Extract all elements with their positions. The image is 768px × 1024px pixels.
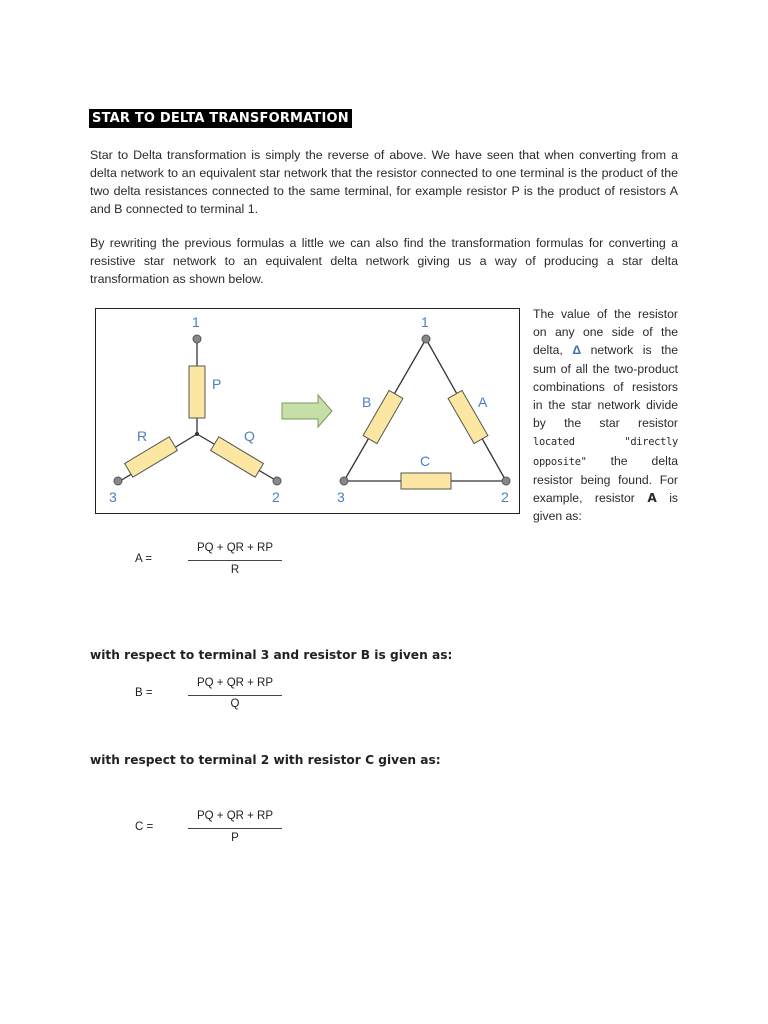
formula-c-denominator: P (231, 832, 239, 844)
delta-label-b: B (362, 394, 372, 410)
resistor-q (211, 437, 264, 477)
delta-terminal-2 (502, 477, 510, 485)
formula-b-numerator: PQ + QR + RP (196, 677, 274, 689)
side-text-3: the delta resistor being found. For example, resistor (533, 453, 678, 506)
formula-c (135, 810, 295, 850)
star-terminal-2 (273, 477, 281, 485)
delta-symbol-icon: Δ (572, 343, 582, 358)
resistor-c (401, 473, 451, 489)
side-text-1: The value of the resistor on any one side of the delta, (533, 307, 678, 358)
delta-terminal-1 (422, 335, 430, 343)
formula-b-bar (188, 695, 282, 696)
side-text-mono: located "directly opposite" (533, 436, 678, 468)
delta-label-1: 1 (421, 314, 429, 330)
transform-arrow (282, 395, 332, 427)
note-c-text: with respect to terminal 2 with resistor (90, 753, 366, 767)
intro-paragraph: Star to Delta transformation is simply the reverse of above. We have seen that when converting from a delta network to an equivalent star network that the resistor connected to one terminal is the product of the two delta resistances connected to the same terminal, for example resistor P is the product of resistors A and B connected to terminal 1. (90, 148, 678, 216)
formula-c-numerator: PQ + QR + RP (196, 810, 274, 822)
star-delta-figure (95, 308, 520, 514)
star-terminal-1 (193, 335, 201, 343)
side-text-bold: A (647, 491, 657, 506)
formula-b (135, 677, 295, 717)
formula-a-bar (188, 560, 282, 561)
note-c-after: given as: (374, 753, 441, 767)
side-text-4: is given as: (533, 491, 678, 524)
formula-a (135, 542, 295, 582)
delta-label-a: A (478, 394, 488, 410)
page-heading: STAR TO DELTA TRANSFORMATION (89, 109, 352, 128)
note-c-bold: C (365, 753, 375, 767)
side-text-2: network is the sum of all the two-product combinations of resistors in the star network divide by the star resistor (533, 343, 679, 431)
note-b-text: with respect to terminal 3 and resistor (90, 648, 361, 662)
formula-b-denominator: Q (230, 698, 240, 710)
star-terminal-3 (114, 477, 122, 485)
delta-label-3: 3 (337, 489, 345, 505)
star-label-q: Q (244, 428, 255, 444)
star-label-r: R (137, 428, 148, 444)
resistor-p (189, 366, 205, 418)
formula-c-bar (188, 828, 282, 829)
star-label-p: P (212, 376, 222, 392)
star-label-3: 3 (109, 489, 117, 505)
circuit-diagram (96, 309, 521, 515)
delta-terminal-3 (340, 477, 348, 485)
star-label-2: 2 (272, 489, 280, 505)
delta-label-2: 2 (501, 489, 509, 505)
note-resistor-c (90, 753, 441, 767)
delta-label-c: C (420, 453, 431, 469)
note-b-after: is given as: (370, 648, 453, 662)
star-center-node (195, 432, 199, 436)
formula-a-lhs: A = (135, 553, 152, 565)
formula-a-denominator: R (230, 564, 240, 576)
formula-a-numerator: PQ + QR + RP (196, 542, 274, 554)
formula-c-lhs: C = (135, 821, 154, 833)
formula-b-lhs: B = (135, 687, 153, 699)
side-explanation (533, 305, 678, 525)
star-label-1: 1 (192, 314, 200, 330)
note-resistor-b (90, 648, 452, 662)
formulas-paragraph: By rewriting the previous formulas a little we can also find the transformation formulas for converting a resistive star network to an equivalent delta network giving us a way of producing a star delta transformation as shown below. (90, 236, 678, 286)
resistor-r (125, 437, 178, 477)
note-b-bold: B (360, 648, 371, 662)
